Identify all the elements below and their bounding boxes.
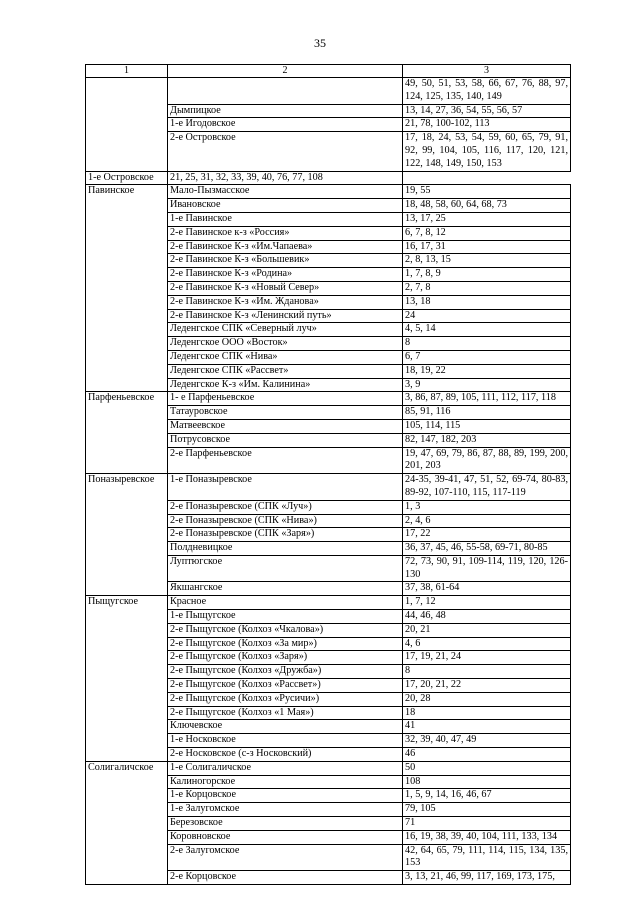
settlement-cell: Коровновское xyxy=(168,830,403,844)
numbers-cell: 105, 114, 115 xyxy=(403,419,571,433)
numbers-cell: 13, 18 xyxy=(403,295,571,309)
settlement-cell: 1-е Поназыревское xyxy=(168,474,403,501)
numbers-cell: 72, 73, 90, 91, 109-114, 119, 120, 126-130 xyxy=(403,555,571,582)
numbers-cell: 18 xyxy=(403,706,571,720)
settlement-cell: Ключевское xyxy=(168,720,403,734)
numbers-cell: 44, 46, 48 xyxy=(403,610,571,624)
numbers-cell: 17, 19, 21, 24 xyxy=(403,651,571,665)
numbers-cell: 4, 6 xyxy=(403,637,571,651)
settlement-cell: 2-е Павинское К-з «Им.Чапаева» xyxy=(168,240,403,254)
settlement-cell: Ивановское xyxy=(168,199,403,213)
numbers-cell: 24-35, 39-41, 47, 51, 52, 69-74, 80-83, 89-92, 107-110, 115, 117-119 xyxy=(403,474,571,501)
numbers-cell: 8 xyxy=(403,337,571,351)
numbers-cell: 13, 14, 27, 36, 54, 55, 56, 57 xyxy=(403,104,571,118)
settlement-cell: 2-е Павинское к-з «Россия» xyxy=(168,226,403,240)
district-cell: Пыщугское xyxy=(86,596,168,762)
numbers-cell: 1, 7, 12 xyxy=(403,596,571,610)
numbers-cell: 85, 91, 116 xyxy=(403,406,571,420)
district-cell: Парфеньевское xyxy=(86,392,168,474)
settlement-cell: 1-е Игодовское xyxy=(168,118,403,132)
numbers-cell: 4, 5, 14 xyxy=(403,323,571,337)
settlement-cell: Луптюгское xyxy=(168,555,403,582)
numbers-cell: 16, 17, 31 xyxy=(403,240,571,254)
numbers-cell: 42, 64, 65, 79, 111, 114, 115, 134, 135, 153 xyxy=(403,844,571,871)
numbers-cell: 41 xyxy=(403,720,571,734)
numbers-cell: 2, 4, 6 xyxy=(403,514,571,528)
numbers-cell: 36, 37, 45, 46, 55-58, 69-71, 80-85 xyxy=(403,542,571,556)
settlement-cell: Леденгское СПК «Северный луч» xyxy=(168,323,403,337)
table-row xyxy=(86,761,571,775)
numbers-cell: 18, 19, 22 xyxy=(403,364,571,378)
table-body xyxy=(86,78,571,885)
settlement-cell: 2-е Парфеньевское xyxy=(168,447,403,474)
numbers-cell: 24 xyxy=(403,309,571,323)
numbers-cell: 6, 7, 8, 12 xyxy=(403,226,571,240)
numbers-cell: 19, 47, 69, 79, 86, 87, 88, 89, 199, 200, 201, 203 xyxy=(403,447,571,474)
settlement-cell: Матвеевское xyxy=(168,419,403,433)
settlement-cell: Березовское xyxy=(168,817,403,831)
settlement-cell: 2-е Носковское (с-з Носковский) xyxy=(168,748,403,762)
numbers-cell: 71 xyxy=(403,817,571,831)
numbers-cell: 21, 78, 100-102, 113 xyxy=(403,118,571,132)
numbers-cell: 37, 38, 61-64 xyxy=(403,582,571,596)
settlement-cell: Леденгское К-з «Им. Калинина» xyxy=(168,378,403,392)
numbers-cell: 17, 20, 21, 22 xyxy=(403,679,571,693)
page-number: 35 xyxy=(314,36,326,50)
numbers-cell: 3, 9 xyxy=(403,378,571,392)
settlement-cell xyxy=(168,78,403,105)
settlement-cell: 1-е Островское xyxy=(86,171,168,185)
settlement-cell: 1-е Пыщугское xyxy=(168,610,403,624)
settlement-cell: 2-е Поназыревское (СПК «Заря») xyxy=(168,528,403,542)
settlement-cell: Красное xyxy=(168,596,403,610)
numbers-cell: 18, 48, 58, 60, 64, 68, 73 xyxy=(403,199,571,213)
numbers-cell: 1, 5, 9, 14, 16, 46, 67 xyxy=(403,789,571,803)
numbers-cell: 20, 21 xyxy=(403,623,571,637)
numbers-cell: 3, 86, 87, 89, 105, 111, 112, 117, 118 xyxy=(403,392,571,406)
settlement-cell: 1-е Носковское xyxy=(168,734,403,748)
numbers-cell: 32, 39, 40, 47, 49 xyxy=(403,734,571,748)
table-row xyxy=(86,171,571,185)
settlement-cell: 2-е Пыщугское (Колхоз «1 Мая») xyxy=(168,706,403,720)
settlement-cell: 2-е Павинское К-з «Им. Жданова» xyxy=(168,295,403,309)
settlement-cell: Калиногорское xyxy=(168,775,403,789)
settlement-cell: 2-е Пыщугское (Колхоз «Русичи») xyxy=(168,692,403,706)
numbers-cell: 49, 50, 51, 53, 58, 66, 67, 76, 88, 97, 124, 125, 135, 140, 149 xyxy=(403,78,571,105)
settlement-cell: 2-е Павинское К-з «Большевик» xyxy=(168,254,403,268)
table-row xyxy=(86,474,571,501)
numbers-cell: 16, 19, 38, 39, 40, 104, 111, 133, 134 xyxy=(403,830,571,844)
district-cell: Павинское xyxy=(86,185,168,392)
numbers-cell: 3, 13, 21, 46, 99, 117, 169, 173, 175, xyxy=(403,871,571,885)
registry-table xyxy=(85,64,571,885)
settlement-cell: 2-е Пыщугское (Колхоз «За мир») xyxy=(168,637,403,651)
column-header-1: 1 xyxy=(86,65,168,78)
table-row xyxy=(86,392,571,406)
column-header-2: 2 xyxy=(168,65,403,78)
settlement-cell: 2-е Залугомское xyxy=(168,844,403,871)
settlement-cell: 2-е Пыщугское (Колхоз «Заря») xyxy=(168,651,403,665)
numbers-cell: 82, 147, 182, 203 xyxy=(403,433,571,447)
district-cell: Солигаличское xyxy=(86,761,168,884)
settlement-cell: 1-е Залугомское xyxy=(168,803,403,817)
numbers-cell: 46 xyxy=(403,748,571,762)
settlement-cell: 2-е Поназыревское (СПК «Нива») xyxy=(168,514,403,528)
column-header-3: 3 xyxy=(403,65,571,78)
settlement-cell: 2-е Пыщугское (Колхоз «Рассвет») xyxy=(168,679,403,693)
settlement-cell: 1-е Солигаличское xyxy=(168,761,403,775)
district-cell xyxy=(86,78,168,172)
settlement-cell: 2-е Островское xyxy=(168,132,403,171)
settlement-cell: Леденгское ООО «Восток» xyxy=(168,337,403,351)
numbers-cell: 108 xyxy=(403,775,571,789)
numbers-cell: 1, 7, 8, 9 xyxy=(403,268,571,282)
settlement-cell: 1-е Павинское xyxy=(168,212,403,226)
settlement-cell: 2-е Павинское К-з «Родина» xyxy=(168,268,403,282)
numbers-cell: 20, 28 xyxy=(403,692,571,706)
numbers-cell: 17, 18, 24, 53, 54, 59, 60, 65, 79, 91, 92, 99, 104, 105, 116, 117, 120, 121, 122, 148, 149, 150, 153 xyxy=(403,132,571,171)
settlement-cell: 2-е Павинское К-з «Новый Север» xyxy=(168,281,403,295)
settlement-cell: Полдневицкое xyxy=(168,542,403,556)
table-row xyxy=(86,185,571,199)
table-row xyxy=(86,78,571,105)
settlement-cell: 2-е Пыщугское (Колхоз «Дружба») xyxy=(168,665,403,679)
numbers-cell: 13, 17, 25 xyxy=(403,212,571,226)
numbers-cell: 8 xyxy=(403,665,571,679)
settlement-cell: Татауровское xyxy=(168,406,403,420)
numbers-cell: 17, 22 xyxy=(403,528,571,542)
numbers-cell: 6, 7 xyxy=(403,350,571,364)
numbers-cell: 21, 25, 31, 32, 33, 39, 40, 76, 77, 108 xyxy=(168,171,403,185)
numbers-cell: 2, 7, 8 xyxy=(403,281,571,295)
settlement-cell: 2-е Корцовское xyxy=(168,871,403,885)
district-cell: Поназыревское xyxy=(86,474,168,596)
table-header-row xyxy=(86,65,571,78)
settlement-cell: 2-е Пыщугское (Колхоз «Чкалова») xyxy=(168,623,403,637)
numbers-cell: 50 xyxy=(403,761,571,775)
settlement-cell: Дымпицкое xyxy=(168,104,403,118)
settlement-cell: 2-е Поназыревское (СПК «Луч») xyxy=(168,500,403,514)
numbers-cell: 19, 55 xyxy=(403,185,571,199)
settlement-cell: Леденгское СПК «Рассвет» xyxy=(168,364,403,378)
numbers-cell: 2, 8, 13, 15 xyxy=(403,254,571,268)
settlement-cell: Леденгское СПК «Нива» xyxy=(168,350,403,364)
table-row xyxy=(86,596,571,610)
settlement-cell: 2-е Павинское К-з «Ленинский путь» xyxy=(168,309,403,323)
settlement-cell: Якшангское xyxy=(168,582,403,596)
numbers-cell: 79, 105 xyxy=(403,803,571,817)
settlement-cell: Мало-Пызмасское xyxy=(168,185,403,199)
numbers-cell: 1, 3 xyxy=(403,500,571,514)
settlement-cell: 1- е Парфеньевское xyxy=(168,392,403,406)
settlement-cell: 1-е Корцовское xyxy=(168,789,403,803)
settlement-cell: Потрусовское xyxy=(168,433,403,447)
